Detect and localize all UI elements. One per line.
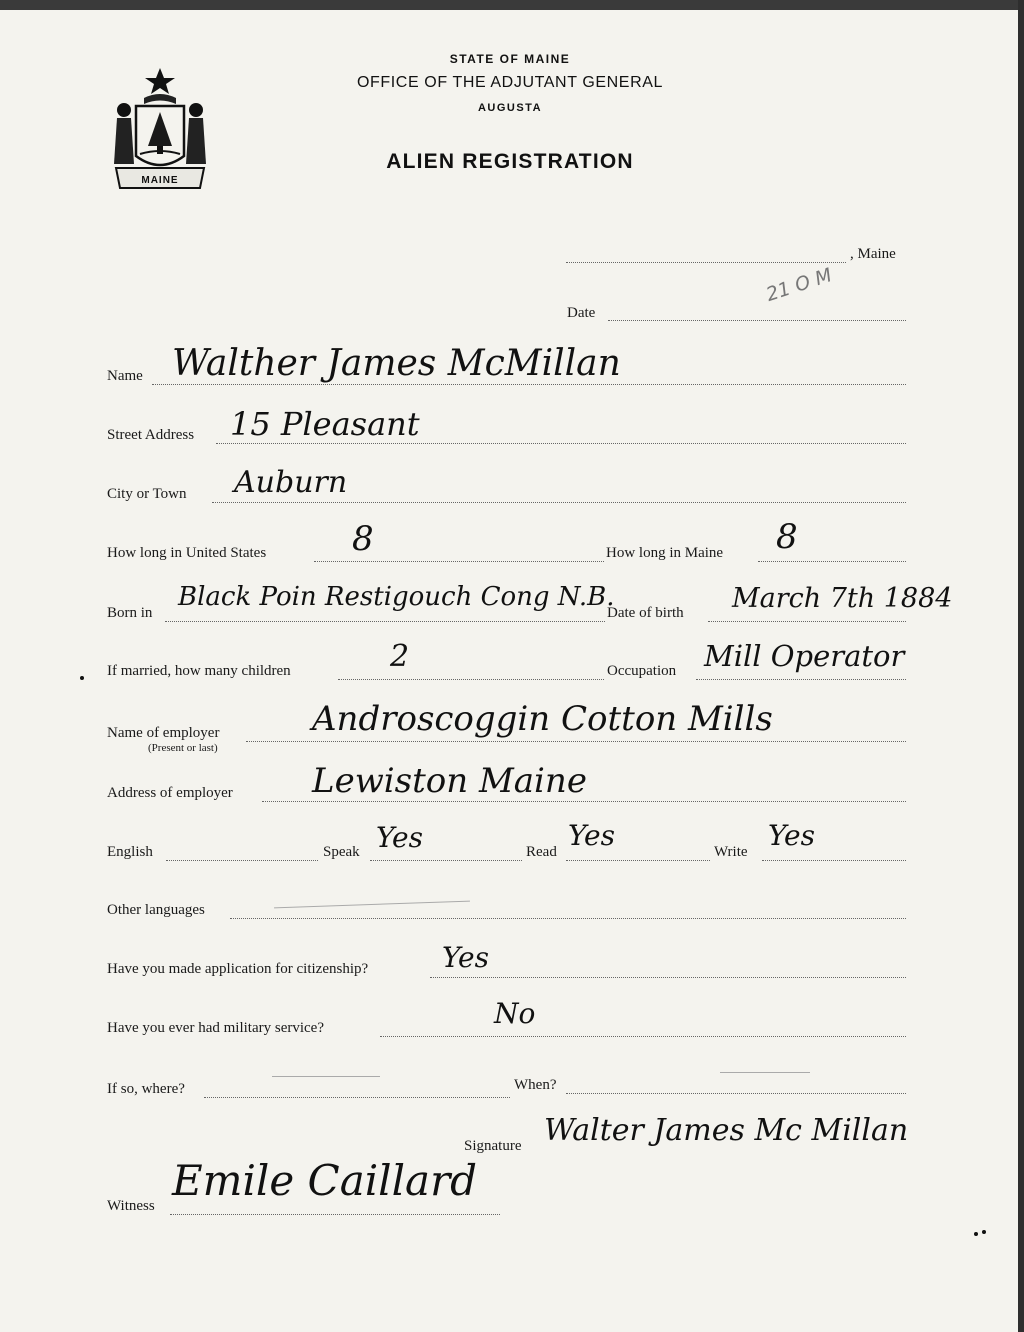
blank-stroke-when — [720, 1072, 810, 1073]
speck-mark — [974, 1232, 978, 1236]
citizenship-label: Have you made application for citizenship? — [107, 961, 369, 977]
english-label: English — [107, 844, 153, 860]
employer-address-label: Address of employer — [107, 785, 233, 801]
speak-entry: Yes — [376, 821, 423, 854]
speak-field[interactable] — [370, 860, 522, 861]
margin-dot — [80, 676, 84, 680]
other-languages-field[interactable] — [230, 918, 906, 919]
signature-entry: Walter James Mc Millan — [544, 1113, 909, 1148]
witness-label: Witness — [107, 1198, 155, 1214]
military-entry: No — [494, 997, 536, 1030]
dob-entry: March 7th 1884 — [732, 583, 953, 614]
date-label: Date — [567, 305, 596, 321]
header-office: OFFICE OF THE ADJUTANT GENERAL — [356, 74, 664, 91]
city-entry: Auburn — [234, 465, 348, 500]
name-label: Name — [107, 368, 143, 384]
header-state: STATE OF MAINE — [449, 52, 571, 66]
read-entry: Yes — [568, 819, 615, 852]
employer-address-entry: Lewiston Maine — [312, 761, 587, 801]
name-entry: Walther James McMillan — [172, 343, 621, 384]
employer-field[interactable] — [246, 741, 906, 742]
witness-entry: Emile Caillard — [172, 1156, 478, 1205]
english-field — [166, 860, 318, 861]
dob-label: Date of birth — [607, 605, 684, 621]
seal-banner-text: MAINE — [141, 175, 179, 186]
pencil-note: 21 O M — [763, 264, 835, 306]
date-field[interactable] — [608, 320, 906, 321]
scan-right-edge — [1018, 0, 1024, 1332]
street-entry: 15 Pleasant — [230, 405, 420, 443]
occupation-field[interactable] — [696, 679, 906, 680]
write-label: Write — [714, 844, 748, 860]
how-long-maine-label: How long in Maine — [606, 545, 724, 561]
dob-field[interactable] — [708, 621, 906, 622]
where-label: If so, where? — [107, 1081, 185, 1097]
city-label: City or Town — [107, 486, 187, 502]
born-in-entry: Black Poin Restigouch Cong N.B. — [178, 582, 615, 612]
signature-label: Signature — [464, 1138, 522, 1154]
read-field[interactable] — [566, 860, 710, 861]
street-label: Street Address — [107, 427, 195, 443]
when-field[interactable] — [566, 1093, 906, 1094]
blank-stroke-where — [272, 1076, 380, 1077]
other-languages-label: Other languages — [107, 902, 205, 918]
children-label: If married, how many children — [107, 663, 291, 679]
children-entry: 2 — [390, 639, 410, 674]
form-title: ALIEN REGISTRATION — [386, 150, 634, 173]
how-long-maine-entry: 8 — [776, 517, 798, 557]
occupation-entry: Mill Operator — [704, 639, 905, 673]
employer-label: Name of employer — [107, 725, 220, 741]
street-field[interactable] — [216, 443, 906, 444]
write-field[interactable] — [762, 860, 906, 861]
state-seal-icon — [106, 64, 214, 194]
employer-entry: Androscoggin Cotton Mills — [312, 699, 773, 739]
name-field[interactable] — [152, 384, 906, 385]
header-city: AUGUSTA — [477, 102, 543, 114]
employer-sublabel: (Present or last) — [148, 742, 218, 754]
blank-stroke — [274, 901, 470, 909]
born-in-label: Born in — [107, 605, 153, 621]
city-field[interactable] — [212, 502, 906, 503]
location-line[interactable] — [566, 262, 846, 263]
children-field[interactable] — [338, 679, 604, 680]
where-field[interactable] — [204, 1097, 510, 1098]
how-long-us-field[interactable] — [314, 561, 604, 562]
scan-top-edge — [0, 0, 1024, 10]
how-long-maine-field[interactable] — [758, 561, 906, 562]
maine-suffix: , Maine — [850, 246, 896, 262]
born-in-field[interactable] — [165, 621, 605, 622]
write-entry: Yes — [768, 819, 815, 852]
speck-mark — [982, 1230, 986, 1234]
citizenship-entry: Yes — [442, 941, 489, 974]
when-label: When? — [514, 1077, 557, 1093]
read-label: Read — [526, 844, 557, 860]
military-label: Have you ever had military service? — [107, 1020, 324, 1036]
speak-label: Speak — [323, 844, 360, 860]
military-field[interactable] — [380, 1036, 906, 1037]
occupation-label: Occupation — [607, 663, 677, 679]
how-long-us-label: How long in United States — [107, 545, 267, 561]
employer-address-field[interactable] — [262, 801, 906, 802]
how-long-us-entry: 8 — [352, 519, 374, 559]
citizenship-field[interactable] — [430, 977, 906, 978]
witness-field[interactable] — [170, 1214, 500, 1215]
